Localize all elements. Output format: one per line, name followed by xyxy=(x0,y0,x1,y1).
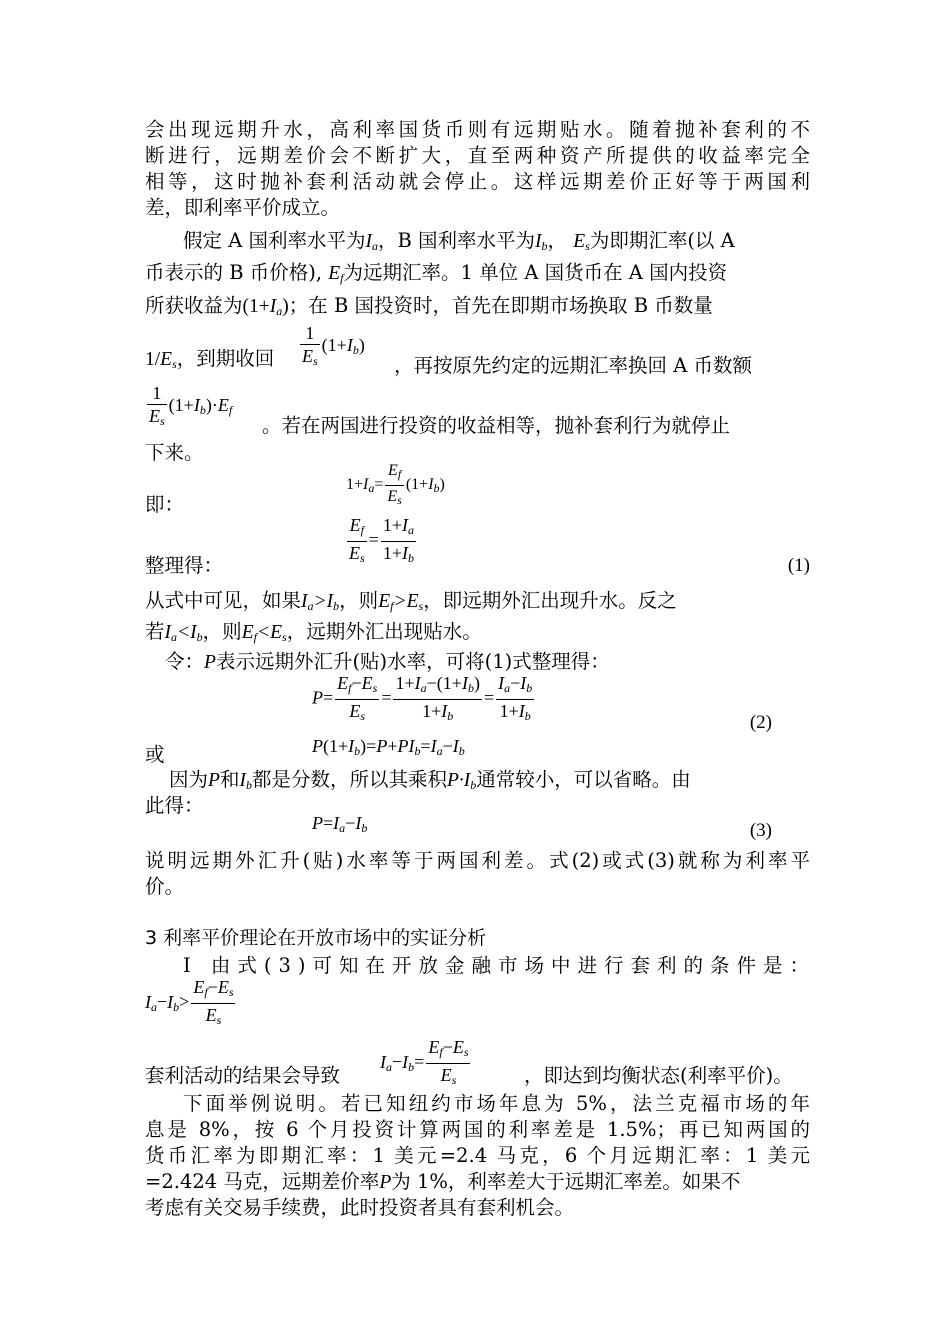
text-line: 下面举例说明。若已知纽约市场年息为 5%，法兰克福市场的年 xyxy=(183,1092,810,1115)
formula-2b: $P(1+I_b)=P+PI_b=I_a-I_b$ xyxy=(312,736,465,758)
formula-2: P= $\frac{E_f-E_s}{E_s}$ = $\frac{1+I_a-(1+I_b)}{1+I_b}$ = $\frac{I_a-I_b}{1+I_b}$ xyxy=(312,673,533,723)
text-line: Ⅰ 由式(3)可知在开放金融市场中进行套利的条件是： xyxy=(183,954,817,977)
text-line: 。若在两国进行投资的收益相等，抛补套利行为就停止 xyxy=(262,414,731,437)
equation-number-3: (3) xyxy=(749,820,772,841)
formula-arbitrage-condition: $I_a-I_b>$ $\frac{E_f-E_s}{E_s}$ xyxy=(145,977,234,1027)
text-line: 此得： xyxy=(145,794,204,817)
text-line: 断进行，远期差价会不断扩大，直至两种资产所提供的收益率完全 xyxy=(145,144,810,167)
formula-3: $P=I_a-I_b$ xyxy=(312,813,368,835)
text-line: 相等，这时抛补套利活动就会停止。这样远期差价正好等于两国利 xyxy=(145,170,810,193)
label-ji: 即： xyxy=(145,493,185,516)
formula-return-b: $\frac{1}{E_s}$ $(1+I_b)$ xyxy=(302,323,365,368)
text-line: 价。 xyxy=(145,875,185,898)
text-line: =2.424 马克，远期差价率P为 1%，利率差大于远期汇率差。如果不 xyxy=(145,1170,741,1193)
text-line: 差，即利率平价成立。 xyxy=(145,196,341,219)
equation-number-1: (1) xyxy=(787,555,810,576)
text-line: 币表示的 B 币价格), $E_f$为远期汇率。1 单位 A 国货币在 A 国内投资 xyxy=(145,261,728,285)
text-line: 考虑有关交易手续费，此时投资者具有套利机会。 xyxy=(145,1196,575,1219)
label-zhengli: 整理得： xyxy=(145,554,224,577)
text-line: 说明远期外汇升(贴)水率等于两国利差。式(2)或式(3)就称为利率平 xyxy=(145,849,810,872)
text-line: 息是 8%，按 6 个月投资计算两国的利率差是 1.5%；再已知两国的 xyxy=(145,1118,810,1141)
formula-equilibrium: $I_a-I_b=$ $\frac{E_f-E_s}{E_s}$ xyxy=(380,1037,469,1087)
equation-number-2: (2) xyxy=(749,712,772,733)
text-line: ，再按原先约定的远期汇率换回 A 币数额 xyxy=(394,354,752,377)
section-title: 利率平价理论在开放市场中的实证分析 xyxy=(163,927,487,949)
text-line: 若$I_a<I_b$，则$E_f<E_s$，远期外汇出现贴水。 xyxy=(145,620,482,644)
text-line: 从式中可见，如果$I_a>I_b$，则$E_f>E_s$，即远期外汇出现升水。反之 xyxy=(145,589,677,613)
text-line: 会出现远期升水，高利率国货币则有远期贴水。随着抛补套利的不 xyxy=(145,118,810,141)
formula-equality: $1+I_a=$ $\frac{E_f}{E_s}$ $(1+I_b)$ xyxy=(346,462,445,507)
text-line: 下来。 xyxy=(145,441,204,464)
formula-return-a: $\frac{1}{E_s}$ $(1+I_b)\cdot E_f$ xyxy=(149,383,233,428)
text-line: 货币汇率为即期汇率：1 美元=2.4 马克，6 个月远期汇率：1 美元 xyxy=(145,1144,810,1167)
text-line: 套利活动的结果会导致 xyxy=(145,1064,341,1087)
text-line: 所获收益为$(1+I_a)$；在 B 国投资时，首先在即期市场换取 B 币数量 xyxy=(145,294,713,318)
formula-1: $\frac{E_f}{E_s}$ = $\frac{1+I_a}{1+I_b}$ xyxy=(349,515,414,565)
text-line: $1/E_s$，到期收回 xyxy=(145,347,275,371)
text-line: 因为P和$I_b$都是分数，所以其乘积$P\cdot I_b$通常较小，可以省略。由 xyxy=(169,768,691,792)
text-line: ，即达到均衡状态(利率平价)。 xyxy=(524,1064,793,1087)
section-number: 3 xyxy=(145,927,158,949)
label-huo: 或 xyxy=(145,743,165,766)
text-line: 假定 A 国利率水平为$I_a$，B 国利率水平为$I_b$， $E_s$为即期汇率(以 A xyxy=(183,229,735,253)
section-heading xyxy=(145,923,486,950)
text-line: 令：P表示远期外汇升(贴)水率，可将(1)式整理得： xyxy=(165,650,610,673)
